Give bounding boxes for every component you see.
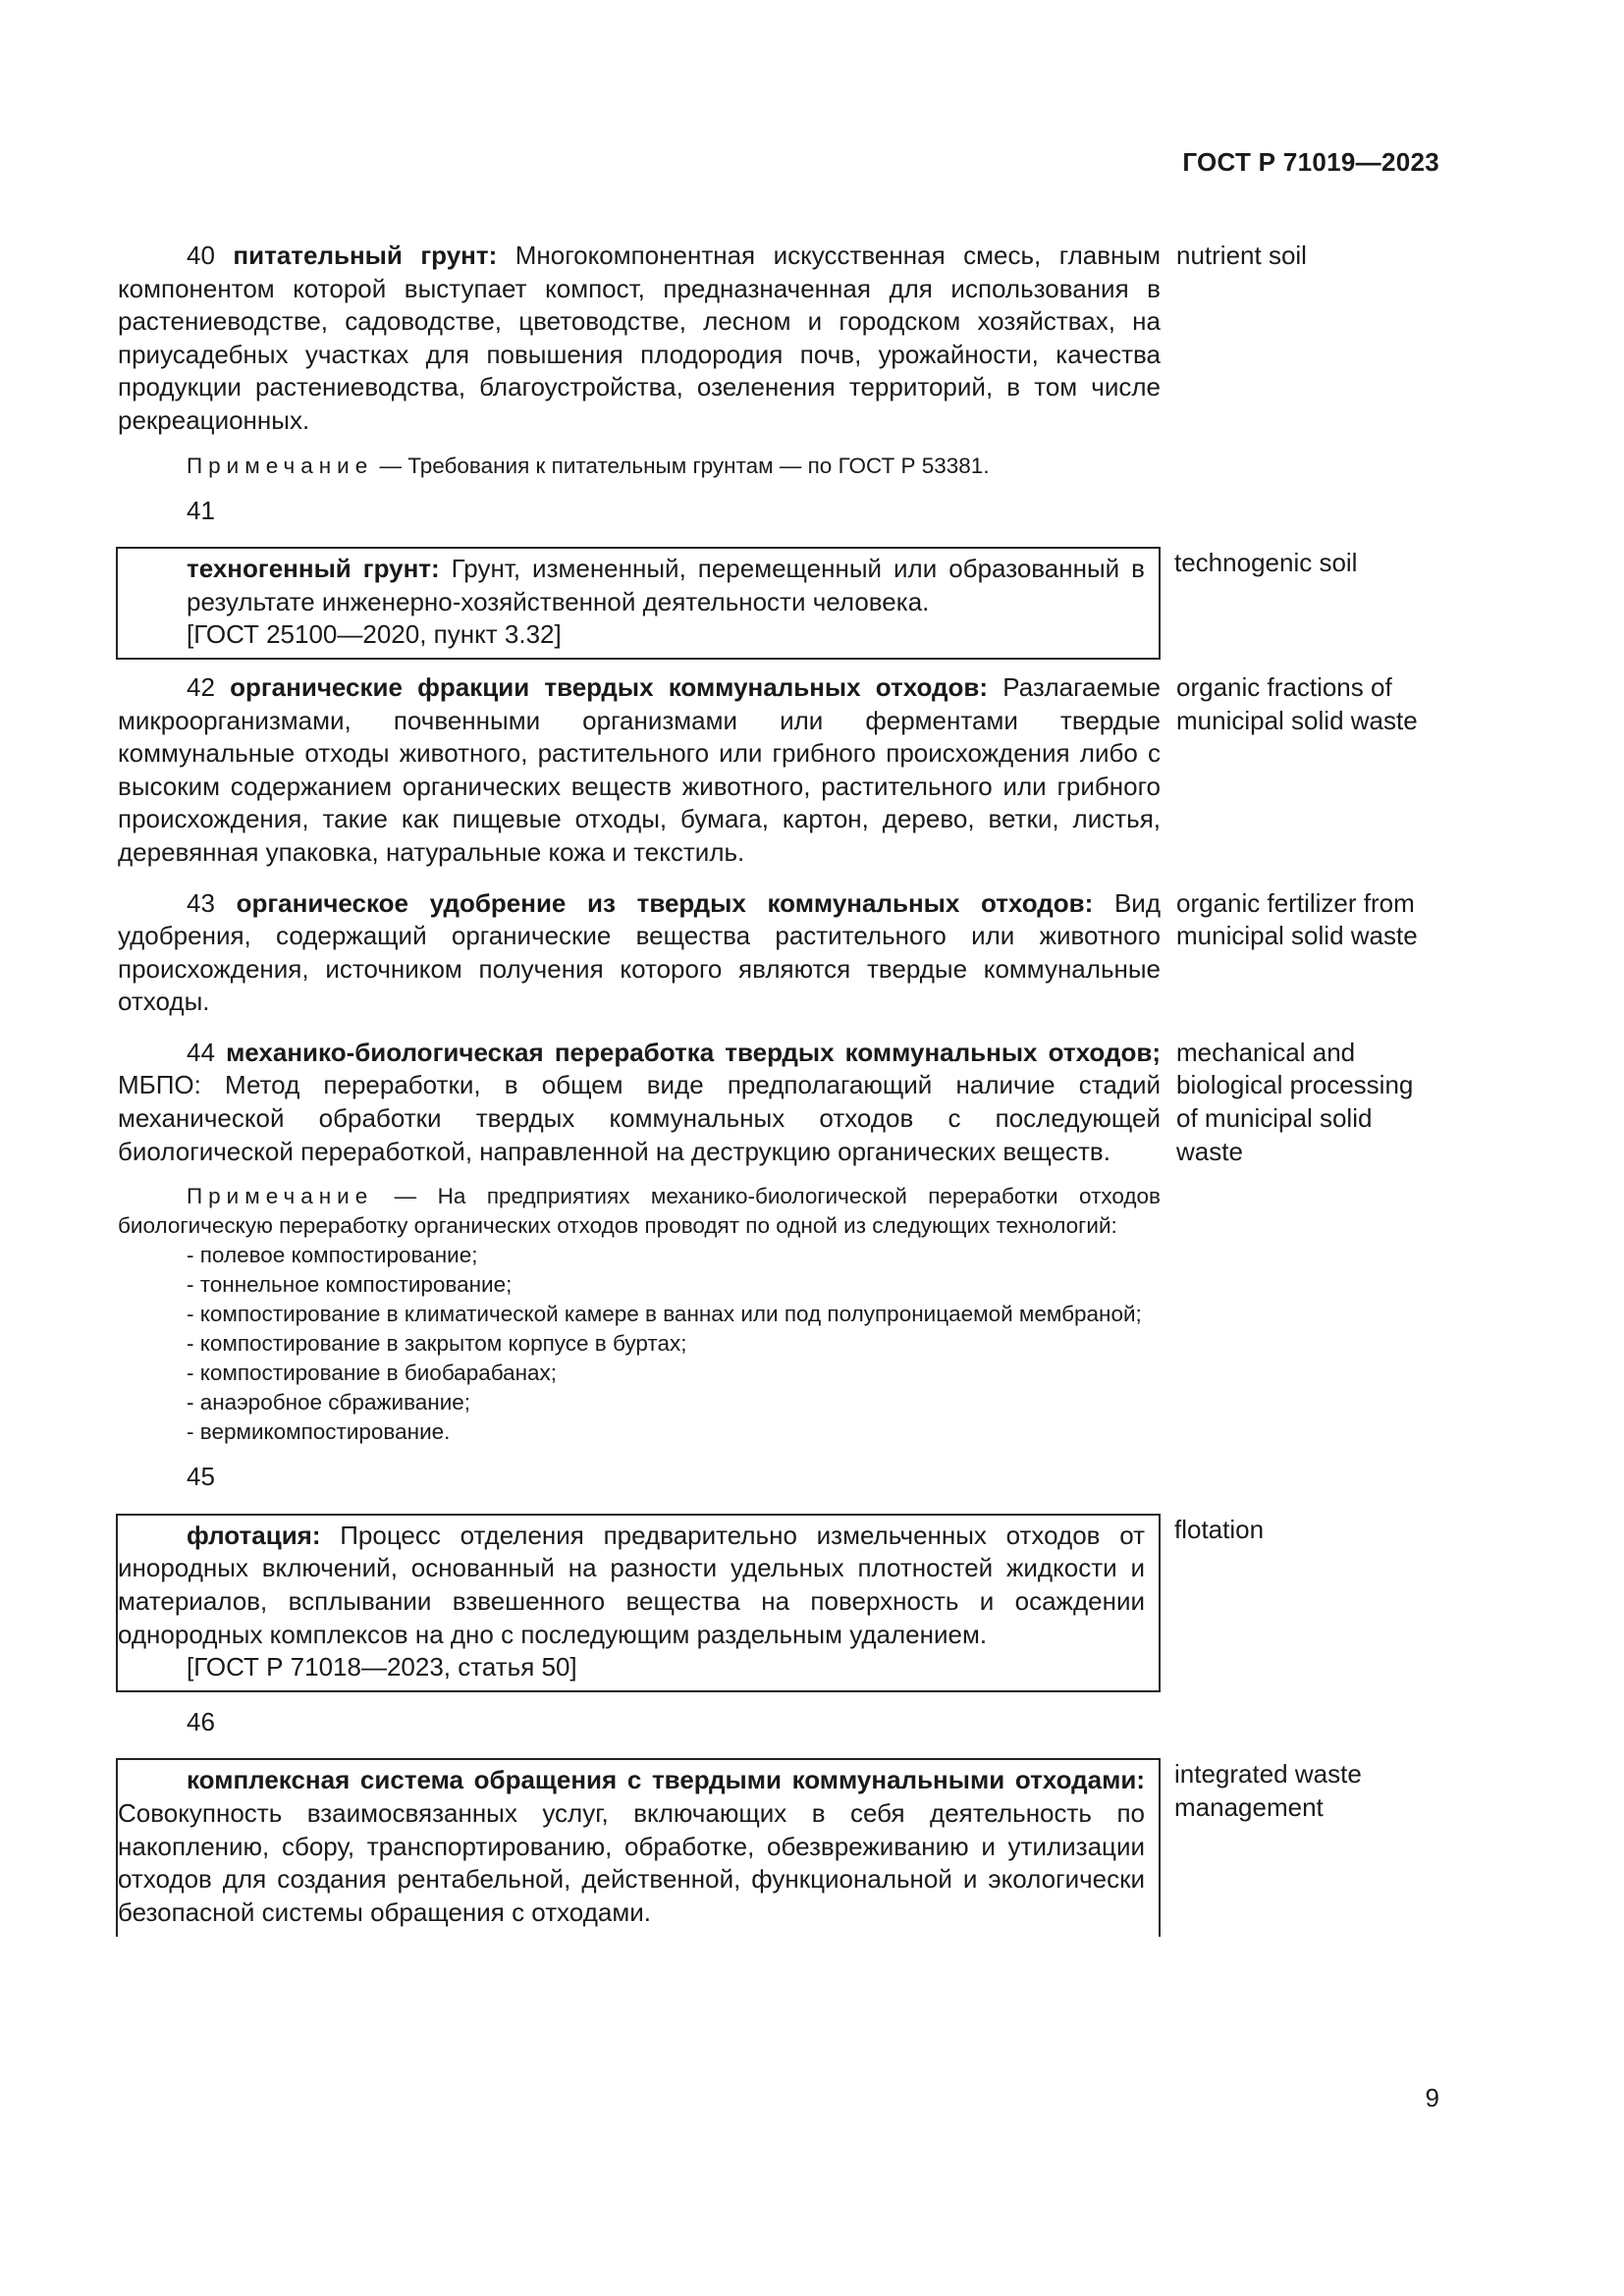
list-item: - анаэробное сбраживание;: [187, 1390, 471, 1415]
term-number-46: 46: [187, 1706, 215, 1736]
note-label: Примечание: [187, 1184, 374, 1209]
list-item: - компостирование в закрытом корпусе в буртах;: [187, 1331, 687, 1357]
term-number-45: 45: [187, 1462, 215, 1492]
term-name: флотация:: [187, 1520, 321, 1550]
term-definition: МБПО: Метод переработки, в общем виде предполагающий наличие стадий механической обработки твердых коммунальных отходов с последующей биологической переработкой, направленной на деструкцию органических веществ.: [118, 1070, 1161, 1166]
term-source: [ГОСТ 25100—2020, пункт 3.32]: [187, 619, 562, 650]
term-entry-46: [116, 1758, 1439, 1937]
term-entry-45: [116, 1514, 1439, 1692]
term-number: 42: [187, 671, 215, 702]
term-english: mechanical and biological processing of municipal solid waste: [1176, 1037, 1414, 1166]
document-id: ГОСТ Р 71019—2023: [1182, 147, 1439, 177]
term-english: organic fertilizer from municipal solid waste: [1176, 887, 1418, 951]
term-definition: Грунт, измененный, перемещенный или образованный в результате инженерно-хозяйственной деятельности человека.: [187, 554, 1145, 616]
term-entry-41: [116, 547, 1439, 660]
term-name: питательный грунт:: [233, 240, 498, 270]
term-name: техногенный грунт:: [187, 554, 440, 584]
note-40: [118, 452, 1161, 481]
term-entry-42: [118, 671, 1439, 870]
term-name: органическое удобрение из твердых коммунальных отходов:: [236, 887, 1094, 918]
term-entry-40: [118, 240, 1439, 438]
term-english: organic fractions of municipal solid waste: [1176, 671, 1418, 735]
list-item: - компостирование в биобарабанах;: [187, 1361, 558, 1386]
terms-content: [118, 240, 1439, 1937]
term-english: nutrient soil: [1176, 240, 1307, 270]
page-number: 9: [1425, 2083, 1439, 2112]
note-text: — Требования к питательным грунтам — по ГОСТ Р 53381.: [373, 453, 990, 478]
term-number: 40: [187, 240, 215, 270]
list-item: - компостирование в климатической камере в ваннах или под полупроницаемой мембраной;: [187, 1302, 1142, 1327]
term-number-41: 41: [187, 495, 215, 525]
term-definition: Вид удобрения, содержащий органические вещества растительного или животного происхождения, источником получения которого являются твердые коммунальные отходы.: [118, 887, 1161, 1017]
term-name: органические фракции твердых коммунальных отходов:: [230, 671, 989, 702]
list-item: - вермикомпостирование.: [187, 1419, 451, 1445]
term-entry-43: [118, 887, 1439, 1019]
term-number: 43: [187, 887, 215, 918]
list-item: - полевое компостирование;: [187, 1243, 478, 1268]
note-44: [118, 1182, 1161, 1447]
list-item: - тоннельное компостирование;: [187, 1272, 513, 1298]
term-definition: Процесс отделения предварительно измельченных отходов от инородных включений, основанный на разности удельных плотностей жидкости и материалов, всплывании взвешенного вещества на поверхность и осаждении однородных комплексов на дно с последующим раздельным удалением.: [118, 1520, 1145, 1649]
term-entry-44: [118, 1037, 1439, 1168]
term-english: integrated waste management: [1174, 1759, 1362, 1822]
note-text: — На предприятиях механико-биологической переработки отходов биологическую переработку органических отходов проводят по одной из следующих технологий:: [118, 1184, 1161, 1239]
term-definition: Совокупность взаимосвязанных услуг, включающих в себя деятельность по накоплению, сбору, транспортированию, обработке, обезвреживанию и утилизации отходов для создания рентабельной, действенной, функциональной и экологически безопасной системы обращения с отходами.: [118, 1798, 1145, 1927]
term-number: 44: [187, 1037, 215, 1067]
term-name: комплексная система обращения с твердыми коммунальными отходами:: [187, 1765, 1145, 1795]
term-definition: Многокомпонентная искусственная смесь, главным компонентом которой выступает компост, предназначенная для использования в растениеводстве, садоводстве, цветоводстве, лесном и городском хозяйствах, на приусадебных участках для повышения плодородия почв, урожайности, качества продукции растениеводства, благоустройства, озеленения территорий, в том числе рекреационных.: [118, 240, 1161, 435]
term-name: механико-биологическая переработка твердых коммунальных отходов;: [226, 1037, 1161, 1067]
term-english: technogenic soil: [1174, 548, 1358, 578]
term-definition: Разлагаемые микроорганизмами, почвенными организмами или ферментами твердые коммунальные отходы животного, растительного или грибного происхождения либо с высоким содержанием органических веществ животного, растительного или грибного происхождения, такие как пищевые отходы, бумага, картон, дерево, ветки, листья, деревянная упаковка, натуральные кожа и текстиль.: [118, 671, 1161, 867]
term-source: [ГОСТ Р 71018—2023, статья 50]: [187, 1652, 577, 1682]
term-english: flotation: [1174, 1514, 1265, 1544]
note-label: Примечание: [187, 453, 374, 478]
